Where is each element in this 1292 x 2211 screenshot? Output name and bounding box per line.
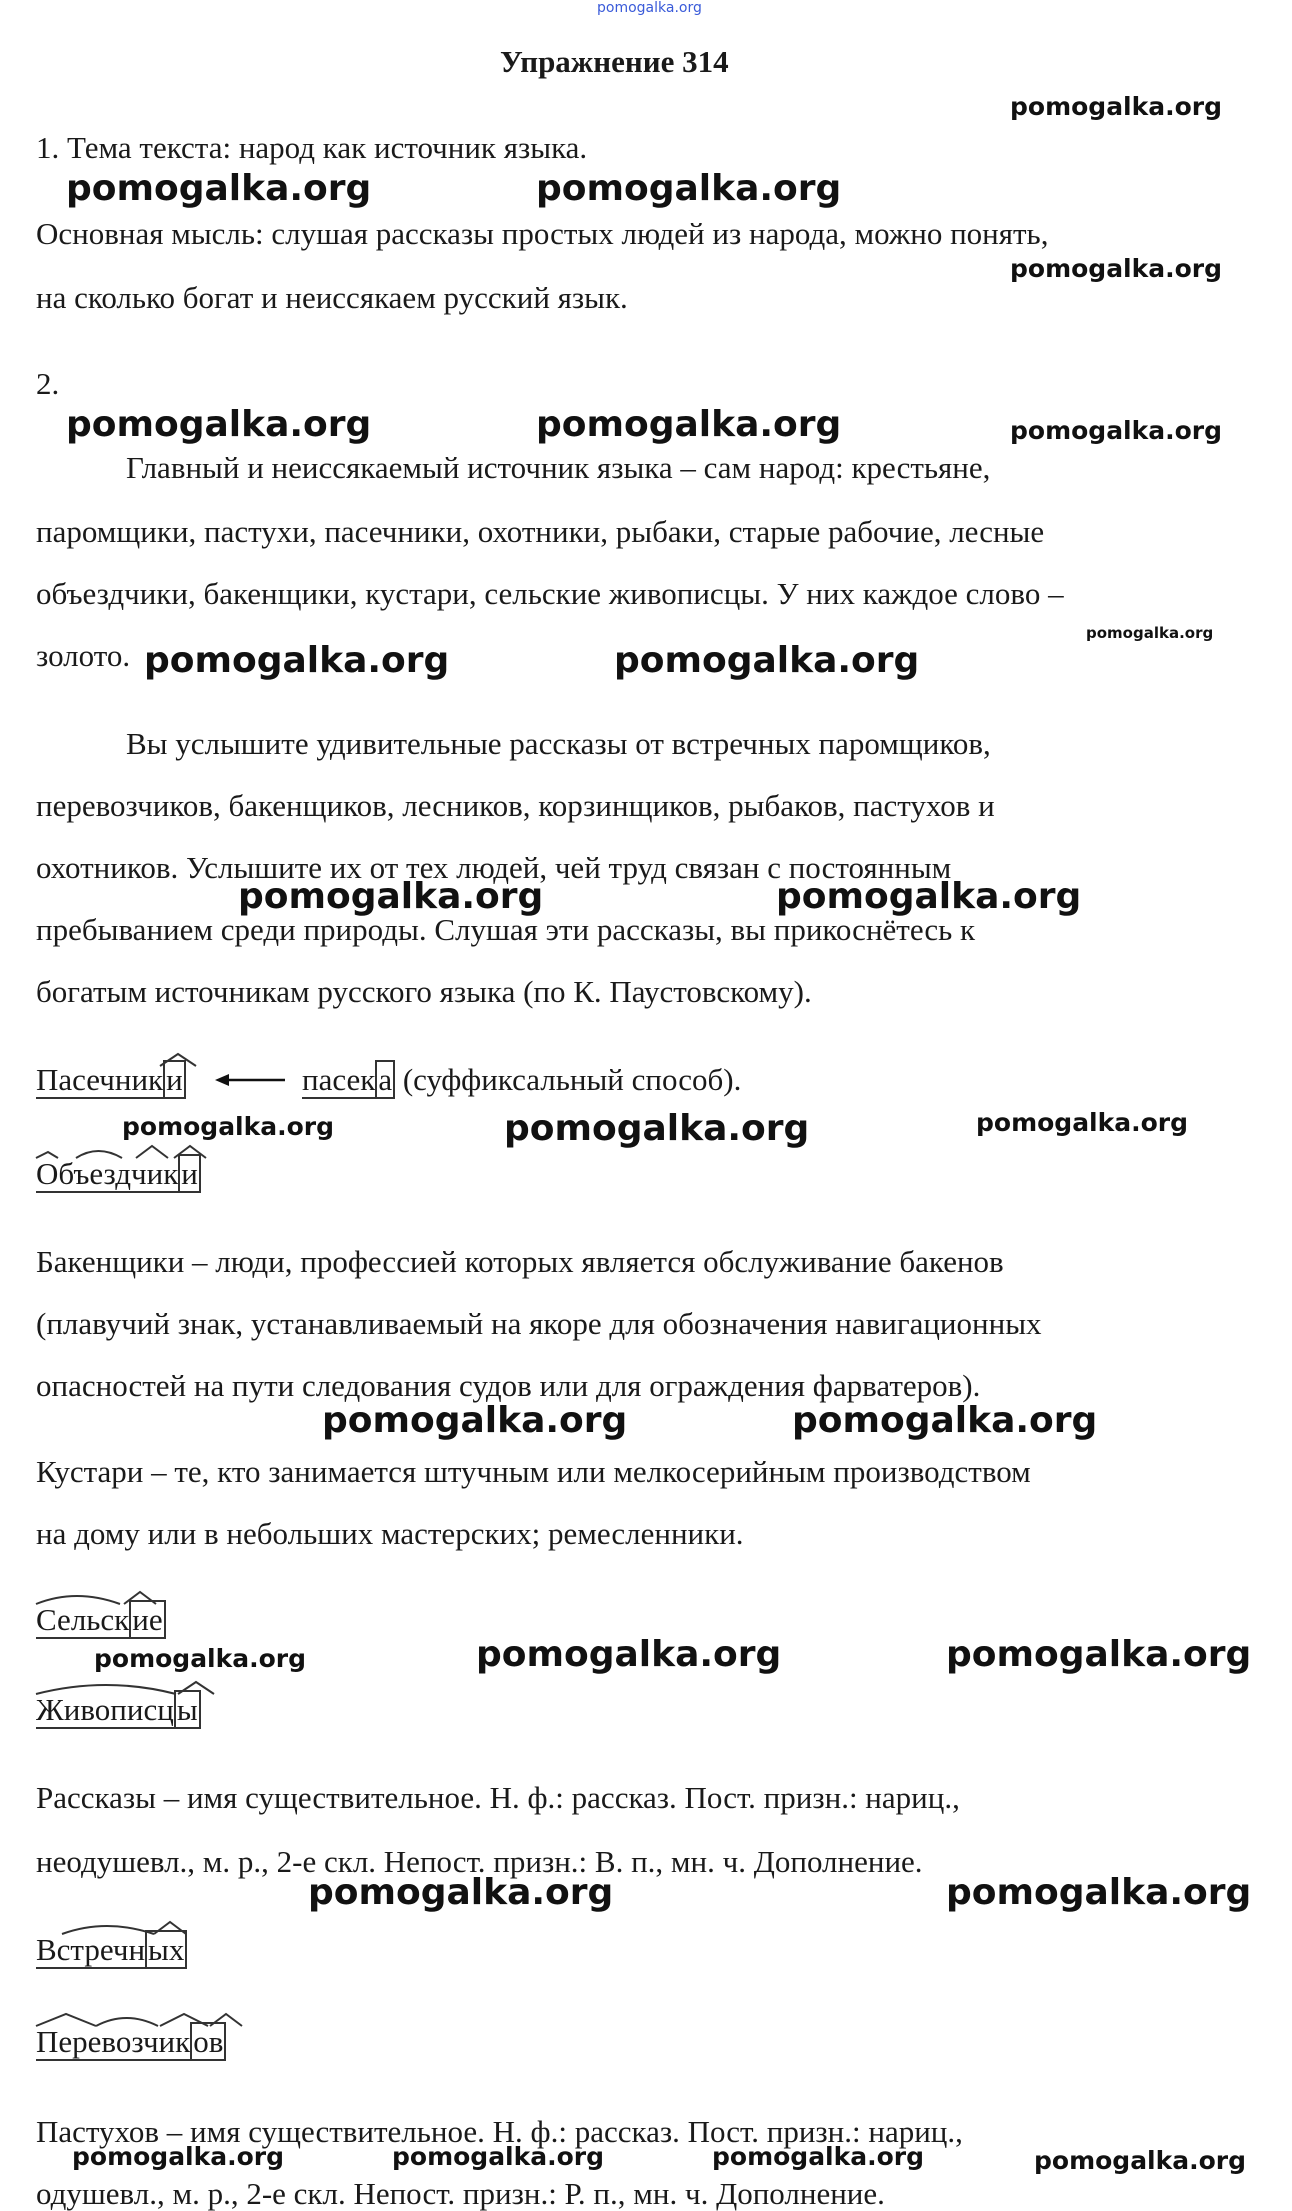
watermark: pomogalka.org [946,1872,1252,1913]
watermark: pomogalka.org [72,2142,285,2171]
theme-line: 1. Тема текста: народ как источник языка. [36,130,588,165]
obezdchiki-stem: Объездчик [36,1156,179,1191]
definition-line: на дому или в небольших мастерских; ремесленники. [36,1516,744,1551]
watermark: pomogalka.org [536,404,842,445]
word-vstrechnyh [36,1934,187,1965]
paragraph-1-line: объездчики, бакенщики, кустари, сельские живописцы. У них каждое слово – [36,576,1064,611]
top-watermark: pomogalka.org [597,0,702,16]
paseka-stem: пасек [302,1062,376,1097]
selskie-stem: Сельск [36,1602,130,1637]
definition-line: Бакенщики – люди, профессией которых является обслуживание бакенов [36,1244,1004,1279]
morpheme-marks-icon [36,1678,236,1698]
perevozchikov-stem: Перевозчик [36,2024,191,2059]
suffix-mark-icon [120,1052,200,1068]
perevozchikov-ending: ов [190,2022,226,2061]
watermark: pomogalka.org [1086,624,1214,642]
idea-line-2: на сколько богат и неиссякаем русский язык. [36,280,628,315]
zhivopiscy-stem: Живописц [36,1692,174,1727]
morpheme-marks-icon [36,1142,216,1162]
section-2-number: 2. [36,366,60,401]
watermark: pomogalka.org [614,640,920,681]
morpheme-marks-icon [36,1588,176,1608]
paragraph-2-line: перевозчиков, бакенщиков, лесников, корзинщиков, рыбаков, пастухов и [36,788,995,823]
word-perevozchikov [36,2026,226,2057]
watermark: pomogalka.org [122,1112,335,1141]
analysis-line: Пастухов – имя существительное. Н. ф.: рассказ. Пост. призн.: нариц., [36,2114,963,2149]
word-obezdchiki [36,1158,201,1189]
watermark: pomogalka.org [322,1400,628,1441]
vstrechnyh-stem: Встречн [36,1932,146,1967]
paseka-ending: а [375,1060,395,1099]
watermark: pomogalka.org [238,876,544,917]
watermark: pomogalka.org [946,1634,1252,1675]
analysis-line: неодушевл., м. р., 2-е скл. Непост. призн.: В. п., мн. ч. Дополнение. [36,1844,923,1879]
watermark: pomogalka.org [1010,416,1223,445]
word-pasechniki [36,1064,186,1095]
obezdchiki-ending: и [178,1154,201,1193]
watermark: pomogalka.org [94,1644,307,1673]
watermark: pomogalka.org [1010,92,1223,121]
idea-line-1: Основная мысль: слушая рассказы простых людей из народа, можно понять, [36,216,1049,251]
derivation-arrow-icon [215,1072,287,1088]
watermark: pomogalka.org [1010,254,1223,283]
watermark: pomogalka.org [792,1400,1098,1441]
watermark: pomogalka.org [976,1108,1189,1137]
word-zhivopiscy [36,1694,201,1725]
vstrechnyh-ending: ых [145,1930,187,1969]
paragraph-1-line: Главный и неиссякаемый источник языка – сам народ: крестьяне, [126,450,991,485]
watermark: pomogalka.org [392,2142,605,2171]
watermark: pomogalka.org [144,640,450,681]
definition-line: Кустари – те, кто занимается штучным или мелкосерийным производством [36,1454,1031,1489]
analysis-line: Рассказы – имя существительное. Н. ф.: рассказ. Пост. призн.: нариц., [36,1780,960,1815]
pasechniki-ending: и [163,1060,186,1099]
watermark: pomogalka.org [308,1872,614,1913]
watermark: pomogalka.org [536,168,842,209]
watermark: pomogalka.org [476,1634,782,1675]
paragraph-2-line: охотников. Услышите их от тех людей, чей труд связан с постоянным [36,850,952,885]
word-paseka [302,1064,741,1095]
watermark: pomogalka.org [712,2142,925,2171]
definition-line: опасностей на пути следования судов или для ограждения фарватеров). [36,1368,981,1403]
morpheme-marks-icon [36,1918,216,1938]
paragraph-2-line: пребыванием среди природы. Слушая эти рассказы, вы прикоснётесь к [36,912,976,947]
paragraph-2-line: богатым источникам русского языка (по К. Паустовскому). [36,974,812,1009]
page-title: Упражнение 314 [500,44,729,79]
paragraph-1-line: золото. [36,638,131,673]
definition-line: (плавучий знак, устанавливаемый на якоре для обозначения навигационных [36,1306,1042,1341]
watermark: pomogalka.org [776,876,1082,917]
paragraph-1-line: паромщики, пастухи, пасечники, охотники, рыбаки, старые рабочие, лесные [36,514,1045,549]
watermark: pomogalka.org [504,1108,810,1149]
paragraph-2-line: Вы услышите удивительные рассказы от встречных паромщиков, [126,726,991,761]
analysis-line: одушевл., м. р., 2-е скл. Непост. призн.: Р. п., мн. ч. Дополнение. [36,2176,885,2211]
formation-method: (суффиксальный способ). [402,1062,742,1097]
watermark: pomogalka.org [66,404,372,445]
pasechniki-stem: Пасечник [36,1062,164,1097]
word-selskie [36,1604,166,1635]
selskie-ending: ие [129,1600,165,1639]
watermark: pomogalka.org [1034,2146,1247,2175]
zhivopiscy-ending: ы [174,1690,201,1729]
watermark: pomogalka.org [66,168,372,209]
morpheme-marks-icon [36,2010,276,2030]
